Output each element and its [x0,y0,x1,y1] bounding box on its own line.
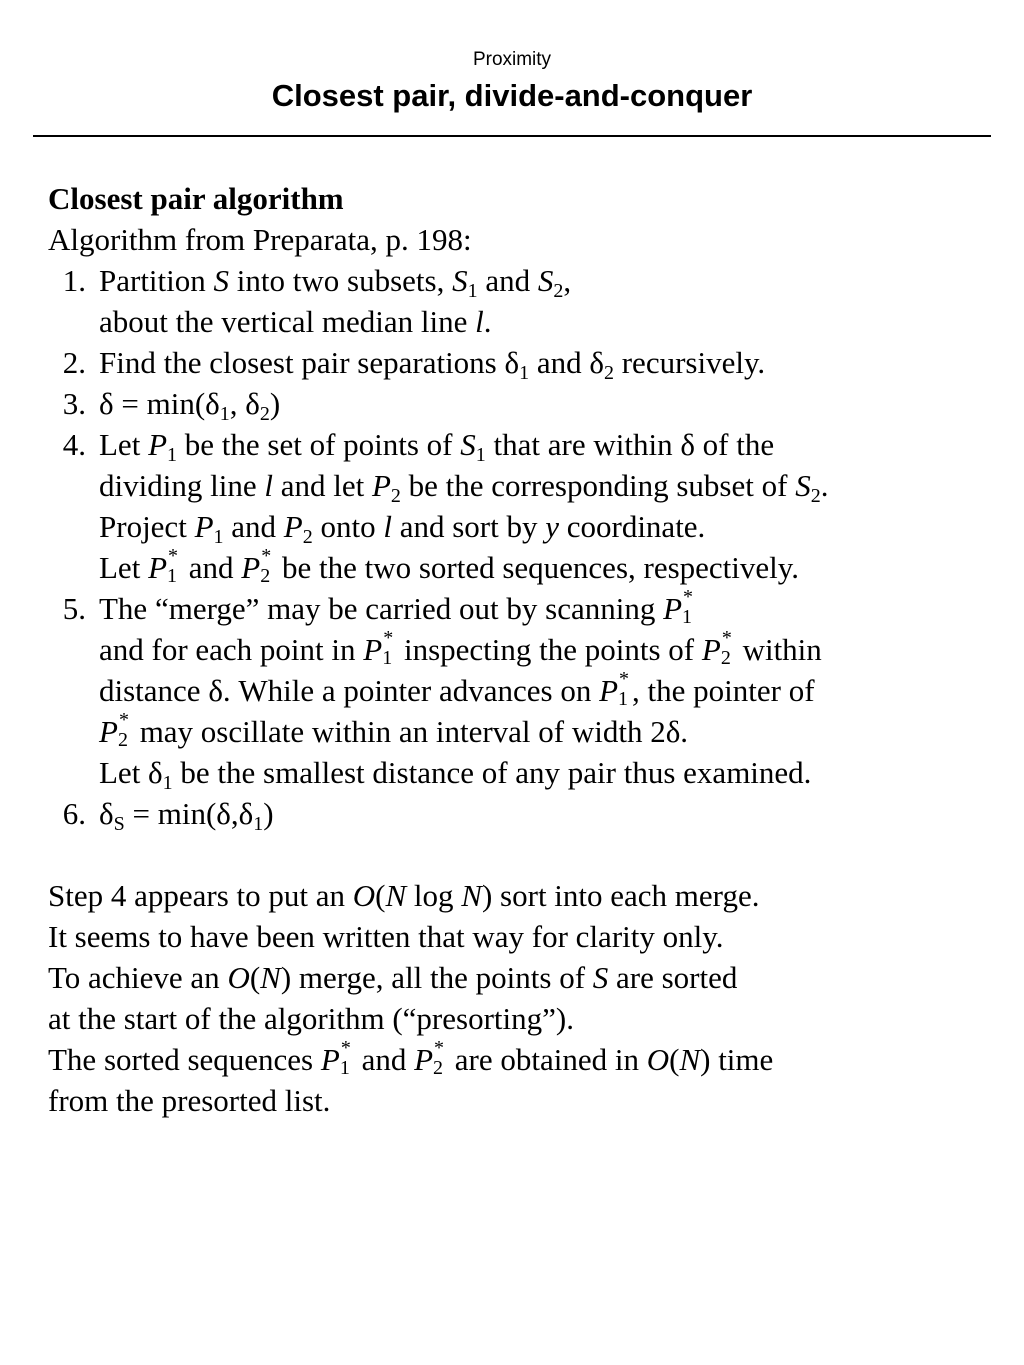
section-intro: Algorithm from Preparata, p. 198: [48,222,472,257]
note-line: Step 4 appears to put an O(N log N) sort into each merge. [48,878,760,913]
step-1-line [48,260,998,301]
spacer [48,834,998,875]
step-text: The “merge” may be carried out by scanning P * 1 [99,586,694,628]
step-4-line [48,465,998,506]
step-text: and for each point in P * 1 inspecting the points of P * 2 within [99,627,822,669]
step-5-line [48,629,998,670]
step-text: distance δ. While a pointer advances on P * 1 , the pointer of [99,668,815,710]
step-text: Project $P_1$ and $P_2$ onto l and sort by y coordinate. [99,509,706,548]
step-number: 1. [62,263,86,298]
note-line: at the start of the algorithm (“presorting”). [48,1001,574,1036]
step-5-line [48,752,998,793]
step-5-line [48,588,998,629]
step-text: Let P * 1 and P * 2 be the two sorted sequences, respectively. [99,545,800,587]
step-4-line [48,424,998,465]
step-3-line [48,383,998,424]
note-line: The sorted sequences P * 1 and P * 2 are obtained in O(N) time [48,1037,774,1079]
note-line: To achieve an O(N) merge, all the points of S are sorted [48,960,738,995]
slide-header [0,48,1024,116]
step-text: Let $\delta_1$ be the smallest distance of any pair thus examined. [99,755,812,794]
step-6-line [48,793,998,834]
algorithm-steps [48,260,998,834]
step-text: Partition S into two subsets, $S_1$ and $S_2$, [99,263,572,302]
step-4-line [48,506,998,547]
step-number: 3. [62,386,86,421]
step-text: about the vertical median line l. [99,304,492,339]
slide-subtitle: Proximity [472,49,552,70]
step-number: 4. [62,427,86,462]
notes [48,875,998,1121]
header-divider [33,135,991,137]
step-text: Let $P_1$ be the set of points of $S_1$ that are within δ of the [99,427,775,466]
step-text: Find the closest pair separations $\delta_1$ and $\delta_2$ recursively. [99,345,766,384]
step-4-line [48,547,998,588]
slide-body [48,178,998,1121]
step-text: dividing line l and let $P_2$ be the corresponding subset of $S_2$. [99,468,829,507]
note-line: It seems to have been written that way for clarity only. [48,919,724,954]
note-line: from the presorted list. [48,1083,331,1118]
step-number: 2. [62,345,86,380]
step-1-line [48,301,998,342]
step-5-line [48,670,998,711]
section-heading: Closest pair algorithm [48,181,344,216]
step-number: 5. [62,591,86,626]
step-2-line [48,342,998,383]
slide-title: Closest pair, divide-and-conquer [271,78,753,113]
step-5-line [48,711,998,752]
step-number: 6. [62,796,86,831]
step-text: $\delta = \min(\delta_1$, $\delta_2$) [99,386,281,425]
step-text: $\delta_S = \min(\delta,\delta_1)$ [99,796,274,835]
step-text: P * 2 may oscillate within an interval of width 2δ. [99,709,689,751]
